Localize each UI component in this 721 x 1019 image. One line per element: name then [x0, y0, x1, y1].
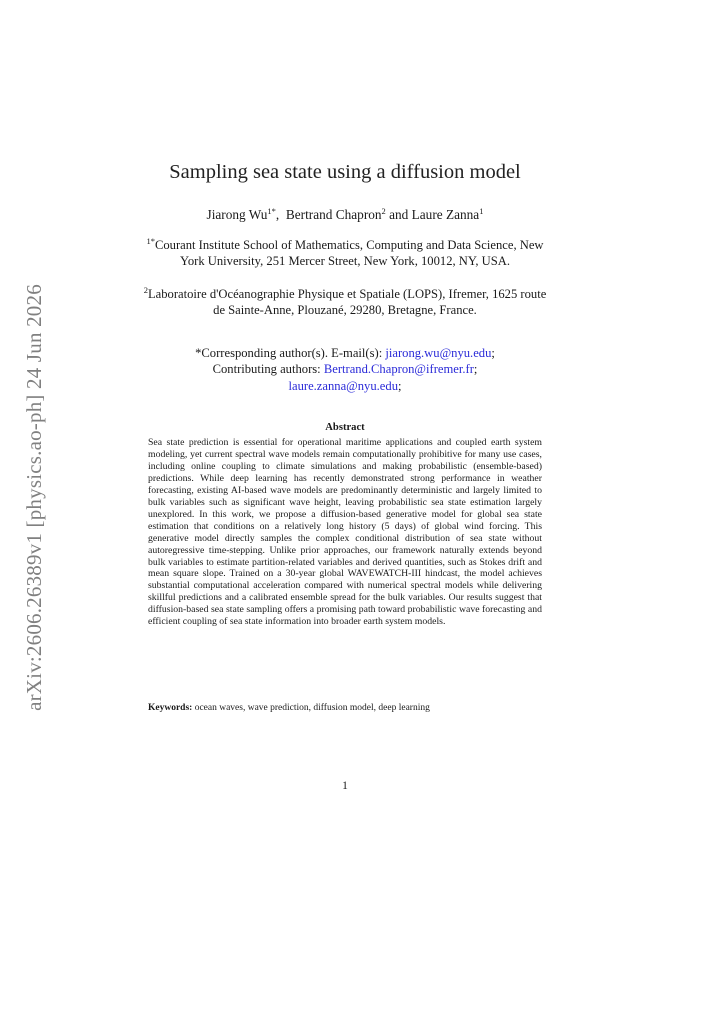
contributing-email-link[interactable]: Bertrand.Chapron@ifremer.fr [323, 362, 474, 377]
keywords-line [148, 703, 542, 713]
correspondence-block [138, 345, 552, 394]
contributing-label: Contributing authors: [212, 362, 324, 377]
author-name: Laure Zanna [411, 207, 480, 222]
author-affiliation-mark: 2 [381, 206, 386, 216]
corresponding-author-line [138, 345, 552, 361]
author-separator: , [275, 207, 286, 222]
author-list [120, 206, 570, 223]
abstract-text: Sea state prediction is essential for operational maritime applications and coupled earth system modeling, yet current spectral wave models remain computationally prohibitive for many use cases, including online coupling to climate simulations and making probabilistic (ensemble-based) predictions. While deep learning has recently demonstrated strong performance in weather forecasting, existing AI-based wave models are predominantly deterministic and largely limited to bulk variables such as significant wave height, leaving probabilistic sea state estimation largely unexplored. In this work, we propose a diffusion-based generative model for global sea state estimation that conditions on a relatively long history (5 days) of global wind forcing. This generative model directly samples the complex conditional distribution of sea state without autoregressive time-stepping. Unlike prior approaches, our framework naturally extends beyond bulk variables to estimate partition-related variables and derived quantities, such as Stokes drift and mean square slope. Trained on a 30-year global WAVEWATCH-III hindcast, the model achieves substantial computational acceleration compared with numerical spectral models while delivering skillful predictions and a calibrated ensemble spread for the bulk variables. Our results suggest that diffusion-based sea state sampling offers a promising path toward probabilistic wave forecasting and efficient coupling of sea state information into broader earth system models. [148, 437, 542, 628]
author-name: Bertrand Chapron [285, 207, 382, 222]
paper-title: Sampling sea state using a diffusion model [169, 161, 521, 183]
author-affiliation-mark: 1* [267, 206, 276, 216]
abstract-heading: Abstract [325, 422, 365, 433]
affiliation-1 [138, 233, 552, 270]
author-name: Jiarong Wu [206, 207, 268, 222]
contributing-authors-line-2 [138, 378, 552, 394]
affiliation-mark: 2 [143, 285, 148, 295]
author-conjunction: and [385, 207, 412, 222]
email-separator: ; [473, 362, 478, 377]
email-separator: ; [398, 378, 402, 393]
contributing-email-link[interactable]: laure.zanna@nyu.edu [288, 378, 398, 393]
page-number: 1 [342, 780, 348, 792]
keywords-text: ocean waves, wave prediction, diffusion model, deep learning [192, 703, 430, 713]
arxiv-side-stamp [14, 262, 54, 732]
affiliation-text: Courant Institute School of Mathematics, Computing and Data Science, New York University, 251 Mercer Street, New York, 10012, NY, USA. [154, 238, 544, 269]
corresponding-label: *Corresponding author(s). E-mail(s): [195, 346, 386, 360]
affiliation-2 [138, 282, 552, 319]
corresponding-suffix: ; [491, 346, 495, 360]
corresponding-email-link[interactable]: jiarong.wu@nyu.edu [385, 346, 492, 360]
author-affiliation-mark: 1 [479, 206, 484, 216]
contributing-authors-line [138, 361, 552, 377]
affiliation-mark: 1* [146, 236, 155, 246]
arxiv-identifier: arXiv:2606.26389v1 [physics.ao-ph] 24 Jun 2026 [21, 283, 46, 711]
keywords-label: Keywords: [148, 703, 193, 713]
affiliation-text: Laboratoire d'Océanographie Physique et Spatiale (LOPS), Ifremer, 1625 route de Sainte-Anne, Plouzané, 29280, Bretagne, France. [147, 287, 547, 318]
